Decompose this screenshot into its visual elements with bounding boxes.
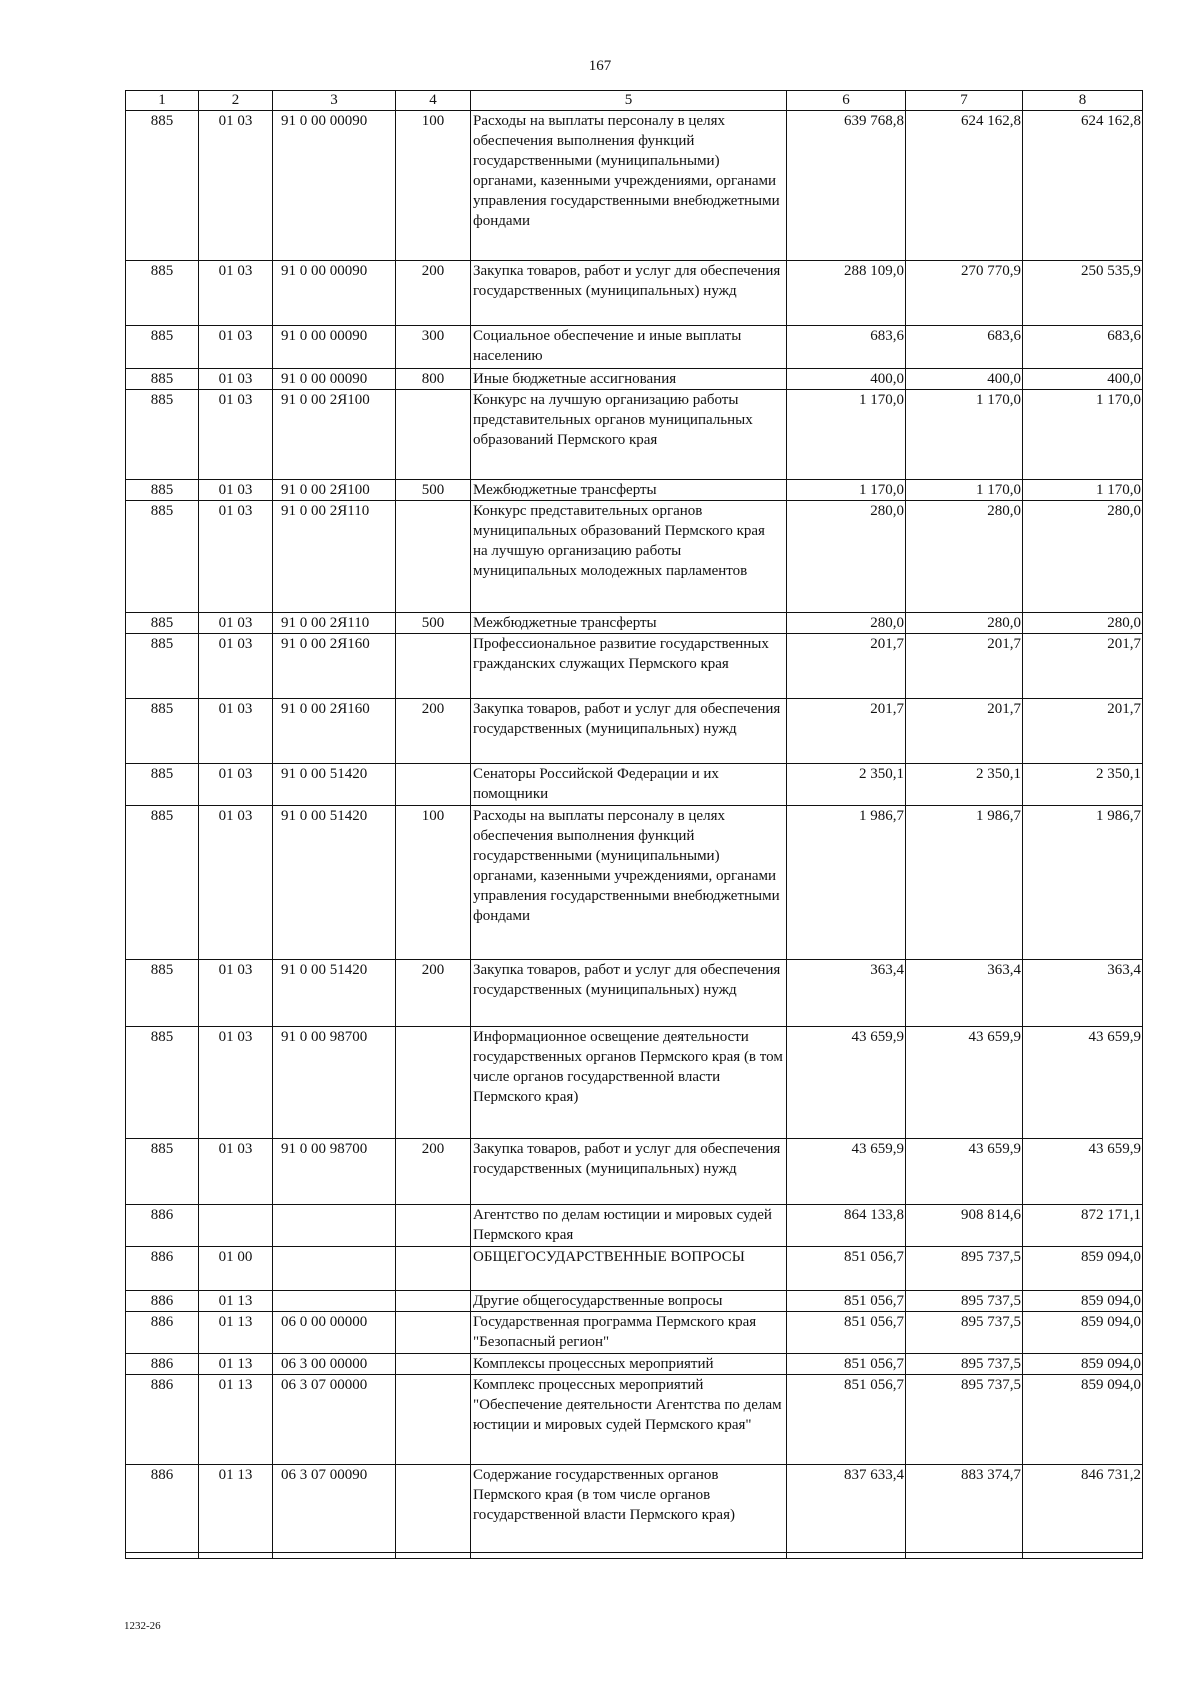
expense-type-cell: 200 (396, 699, 471, 764)
description-cell: Закупка товаров, работ и услуг для обеспечения государственных (муниципальных) нужд (471, 960, 787, 1027)
expense-type-cell (396, 1312, 471, 1354)
amount-year-3-cell: 859 094,0 (1023, 1354, 1143, 1375)
section-cell: 01 13 (199, 1465, 273, 1553)
budget-table (125, 90, 1143, 1559)
section-cell (199, 1205, 273, 1247)
amount-year-1-cell: 851 056,7 (787, 1375, 906, 1465)
dept-code-cell: 885 (126, 1027, 199, 1139)
expense-type-cell (396, 1354, 471, 1375)
section-cell: 01 03 (199, 764, 273, 806)
table-row (126, 806, 1143, 960)
description-cell: Иные бюджетные ассигнования (471, 369, 787, 390)
amount-year-3-cell: 201,7 (1023, 699, 1143, 764)
dept-code-cell: 885 (126, 501, 199, 613)
expense-type-cell (396, 390, 471, 480)
section-cell: 01 13 (199, 1354, 273, 1375)
expense-type-cell (396, 501, 471, 613)
target-article-cell: 06 3 07 00000 (273, 1375, 396, 1465)
amount-year-1-cell: 400,0 (787, 369, 906, 390)
amount-year-2-cell: 201,7 (906, 634, 1023, 699)
empty-cell (396, 1553, 471, 1559)
amount-year-2-cell: 201,7 (906, 699, 1023, 764)
description-cell: Другие общегосударственные вопросы (471, 1291, 787, 1312)
amount-year-3-cell: 859 094,0 (1023, 1375, 1143, 1465)
amount-year-3-cell: 250 535,9 (1023, 261, 1143, 326)
description-cell: Расходы на выплаты персоналу в целях обеспечения выполнения функций государственными (муниципальными) органами, казенными учреждениями, органами управления государственными внебюджетными фондами (471, 806, 787, 960)
expense-type-cell (396, 1247, 471, 1291)
amount-year-3-cell: 859 094,0 (1023, 1312, 1143, 1354)
amount-year-3-cell: 2 350,1 (1023, 764, 1143, 806)
description-cell: Конкурс на лучшую организацию работы представительных органов муниципальных образований Пермского края (471, 390, 787, 480)
dept-code-cell: 885 (126, 613, 199, 634)
description-cell: Сенаторы Российской Федерации и их помощники (471, 764, 787, 806)
description-cell: Государственная программа Пермского края "Безопасный регион" (471, 1312, 787, 1354)
table-row (126, 1291, 1143, 1312)
dept-code-cell: 885 (126, 634, 199, 699)
section-cell: 01 03 (199, 1027, 273, 1139)
amount-year-2-cell: 280,0 (906, 501, 1023, 613)
amount-year-1-cell: 43 659,9 (787, 1027, 906, 1139)
description-cell: Профессиональное развитие государственных гражданских служащих Пермского края (471, 634, 787, 699)
table-row (126, 480, 1143, 501)
amount-year-1-cell: 1 170,0 (787, 480, 906, 501)
amount-year-1-cell: 864 133,8 (787, 1205, 906, 1247)
dept-code-cell: 885 (126, 111, 199, 261)
section-cell: 01 03 (199, 390, 273, 480)
dept-code-cell: 885 (126, 806, 199, 960)
amount-year-1-cell: 1 170,0 (787, 390, 906, 480)
target-article-cell (273, 1291, 396, 1312)
target-article-cell: 91 0 00 2Я100 (273, 390, 396, 480)
amount-year-1-cell: 683,6 (787, 326, 906, 369)
description-cell: Межбюджетные трансферты (471, 613, 787, 634)
target-article-cell: 91 0 00 98700 (273, 1139, 396, 1205)
description-cell: Конкурс представительных органов муниципальных образований Пермского края на лучшую организацию работы муниципальных молодежных парламентов (471, 501, 787, 613)
section-cell: 01 03 (199, 634, 273, 699)
target-article-cell: 06 0 00 00000 (273, 1312, 396, 1354)
section-cell: 01 03 (199, 326, 273, 369)
amount-year-2-cell: 895 737,5 (906, 1354, 1023, 1375)
table-row (126, 1205, 1143, 1247)
amount-year-3-cell: 280,0 (1023, 613, 1143, 634)
section-cell: 01 03 (199, 960, 273, 1027)
expense-type-cell: 300 (396, 326, 471, 369)
header-col-8: 8 (1023, 91, 1143, 111)
target-article-cell: 06 3 07 00090 (273, 1465, 396, 1553)
amount-year-1-cell: 201,7 (787, 699, 906, 764)
target-article-cell: 91 0 00 00090 (273, 261, 396, 326)
section-cell: 01 03 (199, 480, 273, 501)
dept-code-cell: 885 (126, 369, 199, 390)
amount-year-3-cell: 43 659,9 (1023, 1027, 1143, 1139)
target-article-cell (273, 1205, 396, 1247)
empty-cell (199, 1553, 273, 1559)
table-row (126, 501, 1143, 613)
description-cell: Социальное обеспечение и иные выплаты населению (471, 326, 787, 369)
expense-type-cell: 200 (396, 960, 471, 1027)
table-row (126, 1027, 1143, 1139)
table-row (126, 390, 1143, 480)
dept-code-cell: 885 (126, 390, 199, 480)
amount-year-2-cell: 908 814,6 (906, 1205, 1023, 1247)
amount-year-2-cell: 683,6 (906, 326, 1023, 369)
dept-code-cell: 885 (126, 960, 199, 1027)
description-cell: Закупка товаров, работ и услуг для обеспечения государственных (муниципальных) нужд (471, 699, 787, 764)
table-row (126, 1375, 1143, 1465)
empty-cell (471, 1553, 787, 1559)
dept-code-cell: 885 (126, 699, 199, 764)
section-cell: 01 13 (199, 1291, 273, 1312)
expense-type-cell (396, 1027, 471, 1139)
amount-year-2-cell: 270 770,9 (906, 261, 1023, 326)
amount-year-3-cell: 859 094,0 (1023, 1291, 1143, 1312)
amount-year-1-cell: 288 109,0 (787, 261, 906, 326)
dept-code-cell: 885 (126, 764, 199, 806)
dept-code-cell: 886 (126, 1465, 199, 1553)
header-col-1: 1 (126, 91, 199, 111)
table-row (126, 111, 1143, 261)
header-col-3: 3 (273, 91, 396, 111)
amount-year-3-cell: 846 731,2 (1023, 1465, 1143, 1553)
table-row (126, 1465, 1143, 1553)
dept-code-cell: 886 (126, 1291, 199, 1312)
amount-year-2-cell: 883 374,7 (906, 1465, 1023, 1553)
table-row (126, 1247, 1143, 1291)
table-bottom-row (126, 1553, 1143, 1559)
section-cell: 01 03 (199, 261, 273, 326)
table-row (126, 764, 1143, 806)
header-col-2: 2 (199, 91, 273, 111)
description-cell: Закупка товаров, работ и услуг для обеспечения государственных (муниципальных) нужд (471, 261, 787, 326)
section-cell: 01 03 (199, 1139, 273, 1205)
description-cell: Агентство по делам юстиции и мировых судей Пермского края (471, 1205, 787, 1247)
empty-cell (273, 1553, 396, 1559)
amount-year-3-cell: 1 170,0 (1023, 480, 1143, 501)
header-col-7: 7 (906, 91, 1023, 111)
amount-year-2-cell: 2 350,1 (906, 764, 1023, 806)
amount-year-1-cell: 1 986,7 (787, 806, 906, 960)
amount-year-2-cell: 1 170,0 (906, 390, 1023, 480)
table-body (126, 91, 1143, 1559)
amount-year-1-cell: 201,7 (787, 634, 906, 699)
table-row (126, 1312, 1143, 1354)
amount-year-3-cell: 624 162,8 (1023, 111, 1143, 261)
amount-year-2-cell: 895 737,5 (906, 1291, 1023, 1312)
amount-year-2-cell: 624 162,8 (906, 111, 1023, 261)
amount-year-2-cell: 280,0 (906, 613, 1023, 634)
description-cell: Расходы на выплаты персоналу в целях обеспечения выполнения функций государственными (муниципальными) органами, казенными учреждениями, органами управления государственными внебюджетными фондами (471, 111, 787, 261)
expense-type-cell: 500 (396, 613, 471, 634)
section-cell: 01 03 (199, 699, 273, 764)
amount-year-3-cell: 1 170,0 (1023, 390, 1143, 480)
amount-year-1-cell: 2 350,1 (787, 764, 906, 806)
table-row (126, 960, 1143, 1027)
dept-code-cell: 886 (126, 1312, 199, 1354)
target-article-cell: 91 0 00 2Я160 (273, 634, 396, 699)
expense-type-cell (396, 1465, 471, 1553)
dept-code-cell: 886 (126, 1354, 199, 1375)
target-article-cell: 91 0 00 2Я110 (273, 613, 396, 634)
empty-cell (1023, 1553, 1143, 1559)
description-cell: Комплексы процессных мероприятий (471, 1354, 787, 1375)
amount-year-3-cell: 201,7 (1023, 634, 1143, 699)
target-article-cell: 91 0 00 98700 (273, 1027, 396, 1139)
amount-year-2-cell: 400,0 (906, 369, 1023, 390)
table-row (126, 261, 1143, 326)
expense-type-cell: 100 (396, 806, 471, 960)
empty-cell (126, 1553, 199, 1559)
dept-code-cell: 885 (126, 480, 199, 501)
amount-year-1-cell: 851 056,7 (787, 1312, 906, 1354)
target-article-cell: 06 3 00 00000 (273, 1354, 396, 1375)
expense-type-cell: 200 (396, 261, 471, 326)
target-article-cell: 91 0 00 2Я160 (273, 699, 396, 764)
amount-year-3-cell: 1 986,7 (1023, 806, 1143, 960)
target-article-cell: 91 0 00 51420 (273, 960, 396, 1027)
header-row (126, 91, 1143, 111)
amount-year-3-cell: 363,4 (1023, 960, 1143, 1027)
amount-year-1-cell: 851 056,7 (787, 1291, 906, 1312)
amount-year-1-cell: 639 768,8 (787, 111, 906, 261)
amount-year-2-cell: 895 737,5 (906, 1375, 1023, 1465)
header-col-5: 5 (471, 91, 787, 111)
amount-year-1-cell: 280,0 (787, 613, 906, 634)
page-number: 167 (588, 58, 612, 74)
section-cell: 01 03 (199, 806, 273, 960)
amount-year-3-cell: 280,0 (1023, 501, 1143, 613)
description-cell: ОБЩЕГОСУДАРСТВЕННЫЕ ВОПРОСЫ (471, 1247, 787, 1291)
table-row (126, 634, 1143, 699)
amount-year-2-cell: 895 737,5 (906, 1247, 1023, 1291)
empty-cell (906, 1553, 1023, 1559)
header-col-4: 4 (396, 91, 471, 111)
amount-year-3-cell: 400,0 (1023, 369, 1143, 390)
target-article-cell (273, 1247, 396, 1291)
expense-type-cell: 800 (396, 369, 471, 390)
dept-code-cell: 885 (126, 1139, 199, 1205)
description-cell: Межбюджетные трансферты (471, 480, 787, 501)
amount-year-1-cell: 43 659,9 (787, 1139, 906, 1205)
header-col-6: 6 (787, 91, 906, 111)
dept-code-cell: 886 (126, 1375, 199, 1465)
table-row (126, 1354, 1143, 1375)
section-cell: 01 03 (199, 613, 273, 634)
expense-type-cell (396, 1205, 471, 1247)
amount-year-1-cell: 363,4 (787, 960, 906, 1027)
amount-year-1-cell: 851 056,7 (787, 1354, 906, 1375)
description-cell: Комплекс процессных мероприятий "Обеспечение деятельности Агентства по делам юстиции и мировых судей Пермского края" (471, 1375, 787, 1465)
target-article-cell: 91 0 00 00090 (273, 369, 396, 390)
target-article-cell: 91 0 00 51420 (273, 806, 396, 960)
amount-year-3-cell: 872 171,1 (1023, 1205, 1143, 1247)
expense-type-cell: 200 (396, 1139, 471, 1205)
amount-year-3-cell: 43 659,9 (1023, 1139, 1143, 1205)
dept-code-cell: 886 (126, 1247, 199, 1291)
expense-type-cell: 500 (396, 480, 471, 501)
amount-year-2-cell: 895 737,5 (906, 1312, 1023, 1354)
table-row (126, 1139, 1143, 1205)
expense-type-cell (396, 1291, 471, 1312)
table-row (126, 369, 1143, 390)
expense-type-cell (396, 1375, 471, 1465)
amount-year-1-cell: 837 633,4 (787, 1465, 906, 1553)
section-cell: 01 00 (199, 1247, 273, 1291)
description-cell: Информационное освещение деятельности государственных органов Пермского края (в том числе органов государственной власти Пермского края) (471, 1027, 787, 1139)
target-article-cell: 91 0 00 2Я100 (273, 480, 396, 501)
description-cell: Содержание государственных органов Пермского края (в том числе органов государственной власти Пермского края) (471, 1465, 787, 1553)
document-code: 1232-26 (124, 1620, 161, 1632)
dept-code-cell: 886 (126, 1205, 199, 1247)
dept-code-cell: 885 (126, 261, 199, 326)
target-article-cell: 91 0 00 2Я110 (273, 501, 396, 613)
section-cell: 01 03 (199, 501, 273, 613)
dept-code-cell: 885 (126, 326, 199, 369)
amount-year-2-cell: 43 659,9 (906, 1027, 1023, 1139)
amount-year-2-cell: 1 170,0 (906, 480, 1023, 501)
amount-year-3-cell: 683,6 (1023, 326, 1143, 369)
expense-type-cell (396, 764, 471, 806)
table-row (126, 699, 1143, 764)
amount-year-2-cell: 1 986,7 (906, 806, 1023, 960)
target-article-cell: 91 0 00 00090 (273, 326, 396, 369)
description-cell: Закупка товаров, работ и услуг для обеспечения государственных (муниципальных) нужд (471, 1139, 787, 1205)
amount-year-2-cell: 43 659,9 (906, 1139, 1023, 1205)
section-cell: 01 03 (199, 369, 273, 390)
amount-year-1-cell: 280,0 (787, 501, 906, 613)
amount-year-2-cell: 363,4 (906, 960, 1023, 1027)
expense-type-cell: 100 (396, 111, 471, 261)
table-row (126, 613, 1143, 634)
target-article-cell: 91 0 00 51420 (273, 764, 396, 806)
amount-year-1-cell: 851 056,7 (787, 1247, 906, 1291)
table-row (126, 326, 1143, 369)
section-cell: 01 13 (199, 1312, 273, 1354)
section-cell: 01 13 (199, 1375, 273, 1465)
target-article-cell: 91 0 00 00090 (273, 111, 396, 261)
section-cell: 01 03 (199, 111, 273, 261)
empty-cell (787, 1553, 906, 1559)
expense-type-cell (396, 634, 471, 699)
amount-year-3-cell: 859 094,0 (1023, 1247, 1143, 1291)
